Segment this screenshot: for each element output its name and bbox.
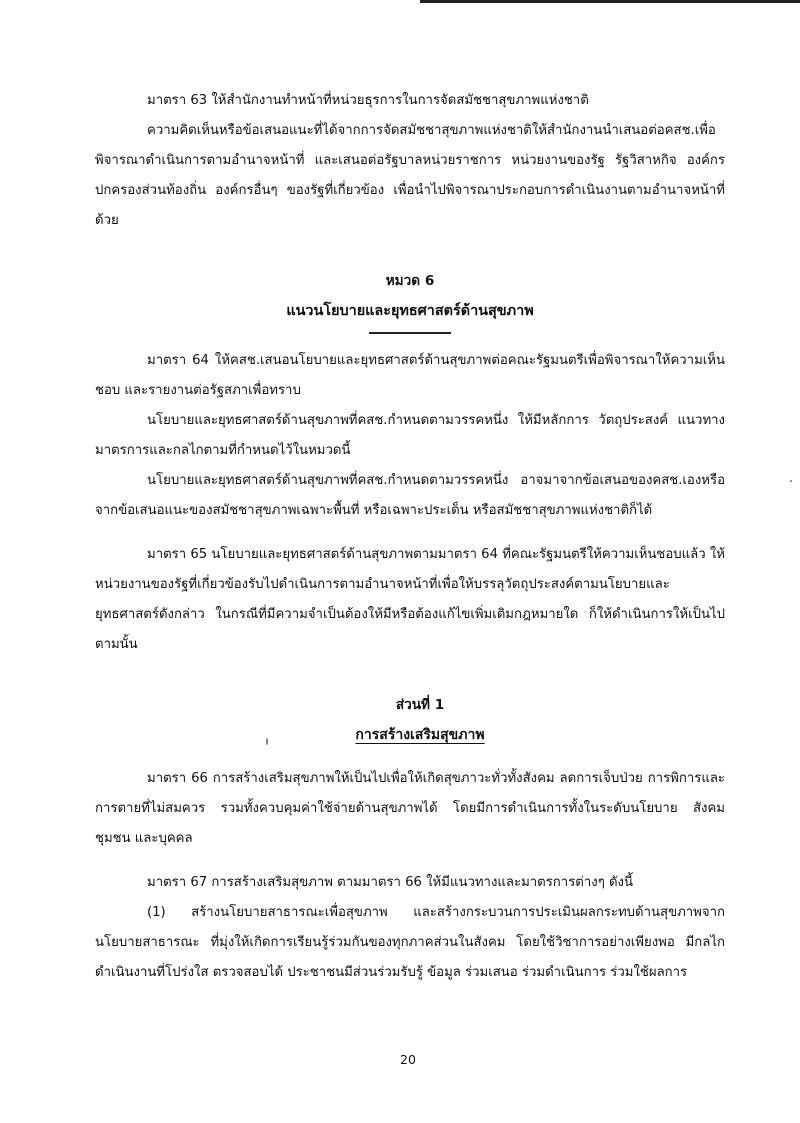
document-body <box>95 86 725 988</box>
spacer <box>95 236 725 266</box>
section-66-paragraph: มาตรา 66 การสร้างเสริมสุขภาพให้เป็นไปเพื่อให้เกิดสุขภาวะทั่วทั้งสังคม ลดการเจ็บป่วย การพิการและการตายที่ไม่สมควร รวมทั้งควบคุมค่าใช้จ่ายด้านสุขภาพได้ โดยมีการดำเนินการทั้งในระดับนโยบาย สังคม ชุมชน และบุคคล <box>95 770 725 846</box>
scan-speck <box>266 738 268 745</box>
spacer <box>95 750 725 764</box>
spacer <box>95 526 725 540</box>
part-label: ส่วนที่ 1 <box>395 696 445 713</box>
top-edge-line <box>420 0 800 3</box>
section-64-paragraph: มาตรา 64 ให้คสช.เสนอนโยบายและยุทธศาสตร์ด้านสุขภาพต่อคณะรัฐมนตรีเพื่อพิจารณาให้ความเห็นชอบ และรายงานต่อรัฐสภาเพื่อทราบ <box>95 352 725 398</box>
section-67-intro: มาตรา 67 การสร้างเสริมสุขภาพ ตามมาตรา 66 ให้มีแนวทางและมาตรการต่างๆ ดังนี้ <box>147 874 633 890</box>
section-64-paragraph-2: นโยบายและยุทธศาสตร์ด้านสุขภาพที่คสช.กำหนดตามวรรคหนึ่ง ให้มีหลักการ วัตถุประสงค์ แนวทาง มาตรการและกลไกตามที่กำหนดไว้ในหมวดนี้ <box>95 412 725 458</box>
scan-speck <box>790 480 792 482</box>
section-67-item-1: (1) สร้างนโยบายสาธารณะเพื่อสุขภาพ และสร้างกระบวนการประเมินผลกระทบด้านสุขภาพจากนโยบายสาธารณะ ที่มุ่งให้เกิดการเรียนรู้ร่วมกันของทุกภาคส่วนในสังคม โดยใช้วิชาการอย่างเพียงพอ มีกลไกดำเนินงานที่โปร่งใส ตรวจสอบได้ ประชาชนมีส่วนร่วมรับรู้ ข้อมูล ร่วมเสนอ ร่วมดำเนินการ ร่วมใช้ผลการ <box>95 904 725 980</box>
page-number: 20 <box>400 1052 416 1067</box>
spacer <box>95 660 725 690</box>
section-63-continuation-paragraph: ความคิดเห็นหรือข้อเสนอแนะที่ได้จากการจัดสมัชชาสุขภาพแห่งชาติให้สำนักงานนำเสนอต่อคสช.เพื่อพิจารณาดำเนินการตามอำนาจหน้าที่ และเสนอต่อรัฐบาลหน่วยราชการ หน่วยงานของรัฐ รัฐวิสาหกิจ องค์กรปกครองส่วนท้องถิ่น องค์กรอื่นๆ ของรัฐที่เกี่ยวข้อง เพื่อนำไปพิจารณาประกอบการดำเนินงานตามอำนาจหน้าที่ด้วย <box>95 123 725 228</box>
spacer <box>95 854 725 868</box>
part-title: การสร้างเสริมสุขภาพ <box>355 726 485 743</box>
section-63-paragraph: มาตรา 63 ให้สำนักงานทำหน้าที่หน่วยธุรการในการจัดสมัชชาสุขภาพแห่งชาติ <box>147 93 589 108</box>
section-65-paragraph: มาตรา 65 นโยบายและยุทธศาสตร์ด้านสุขภาพตามมาตรา 64 ที่คณะรัฐมนตรีให้ความเห็นชอบแล้ว ให้หน่วยงานของรัฐที่เกี่ยวข้องรับไปดำเนินการตามอำนาจหน้าที่เพื่อให้บรรลุวัตถุประสงค์ตามนโยบายและยุทธศาสตร์ดังกล่าว ในกรณีที่มีความจำเป็นต้องให้มีหรือต้องแก้ไขเพิ่มเติมกฎหมายใด ก็ให้ดำเนินการให้เป็นไปตามนั้น <box>95 546 725 652</box>
section-64-paragraph-3: นโยบายและยุทธศาสตร์ด้านสุขภาพที่คสช.กำหนดตามวรรคหนึ่ง อาจมาจากข้อเสนอของคสช.เองหรือจากข้อเสนอแนะของสมัชชาสุขภาพเฉพาะพื้นที่ หรือเฉพาะประเด็น หรือสมัชชาสุขภาพแห่งชาติก็ได้ <box>95 472 725 518</box>
chapter-label: หมวด 6 <box>385 273 435 289</box>
chapter-title-rule <box>369 332 451 334</box>
chapter-title: แนวนโยบายและยุทธศาสตร์ด้านสุขภาพ <box>286 303 534 319</box>
